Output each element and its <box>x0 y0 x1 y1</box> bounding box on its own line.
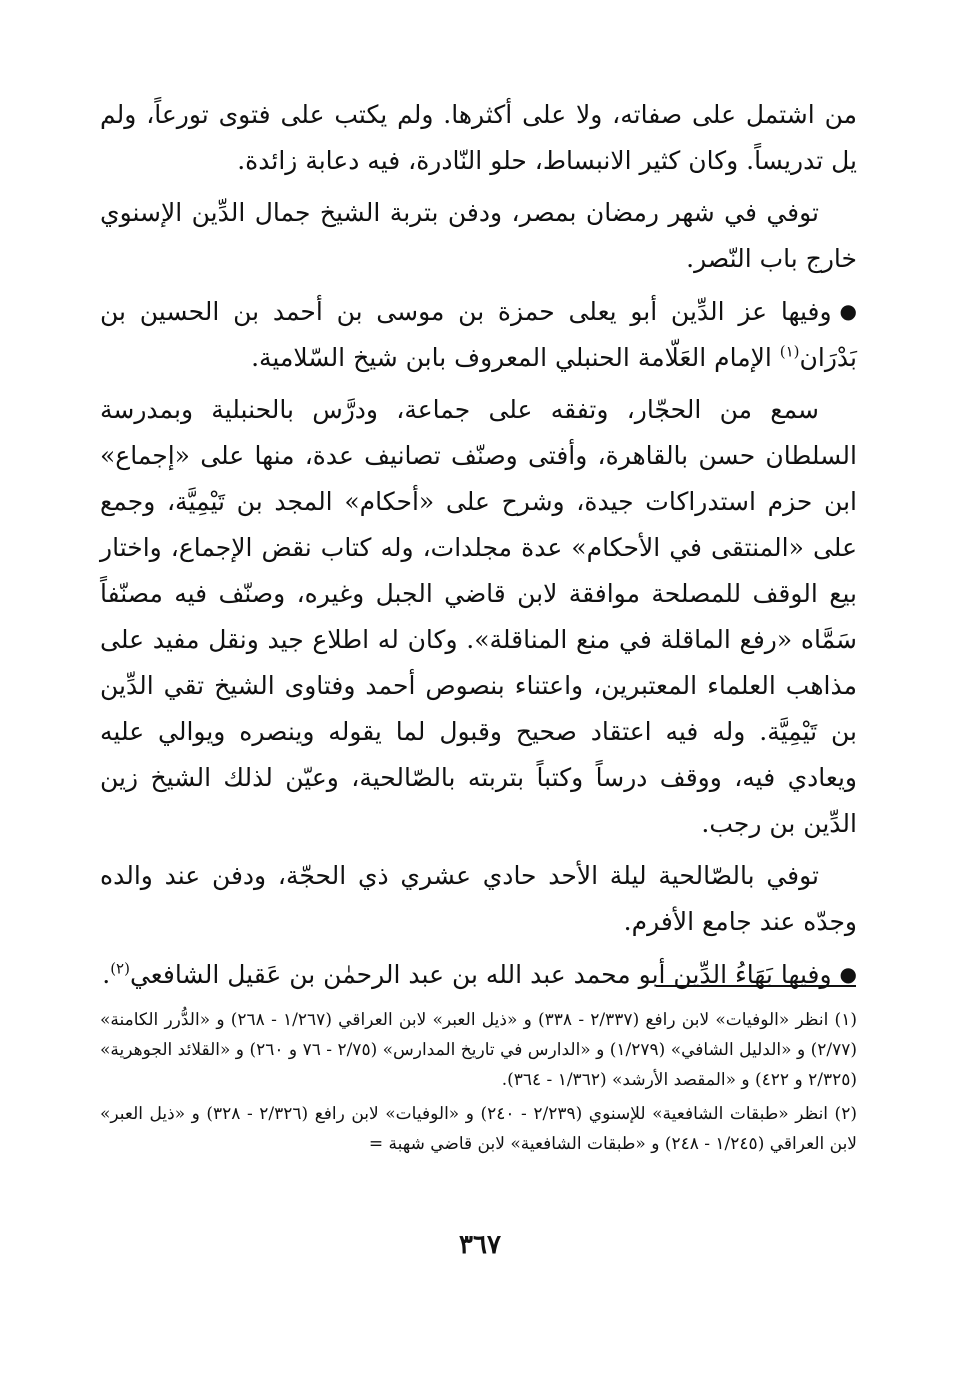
entry-text: وفيها عز الدِّين أبو يعلى حمزة بن موسى بن أحمد بن الحسين بن بَدْرَان <box>100 297 857 372</box>
footnote-ref-2[interactable]: (٢) <box>110 959 130 978</box>
paragraph-continuation: من اشتمل على صفاته، ولا على أكثرها. ولم يكتب على فتوى تورعاً، ولم يل تدريساً. وكان كثير الانبساط، حلو النّادرة، فيه دعابة زائدة. <box>100 100 857 175</box>
footnote-item: (١) انظر «الوفيات» لابن رافع (٢/٣٣٧ - ٣٣٨) و «ذيل العبر» لابن العراقي (١/٢٦٧ - ٢٦٨) و «الدُّرر الكامنة» (٢/٧٧) و «الدليل الشافي» (١/٢٧٩) و «الدارس في تاريخ المدارس» (٢/٧٥ - ٧٦ و ٢٦٠) و «القلائد الجوهرية» (٢/٣٢٥ و ٤٢٢) و «المقصد الأرشد» (١/٣٦٢ - ٣٦٤). <box>100 1010 857 1090</box>
main-text <box>100 92 857 1004</box>
footnote-item: (٢) انظر «طبقات الشافعية» للإسنوي (٢/٢٣٩ - ٢٤٠) و «الوفيات» لابن رافع (٢/٣٢٦ - ٣٢٨) و «ذيل العبر» لابن العراقي (١/٢٤٥ - ٢٤٨) و «طبقات الشافعية» لابن قاضي شهبة = <box>100 1104 857 1154</box>
paragraph-biography-entry <box>100 288 857 381</box>
footnote-ref-1[interactable]: (١) <box>779 342 800 361</box>
entry-text: وفيها بَهَاءُ الدِّين أبو محمد عبد الله بن عبد الرحمٰن بن عَقيل الشافعي <box>129 960 832 989</box>
footnote-divider <box>656 985 856 987</box>
paragraph-death-note: توفي بالصّالحية ليلة الأحد حادي عشري ذي الحجّة، ودفن عند والده وجدّه عند جامع الأفرم. <box>100 861 857 936</box>
paragraph-death-note: توفي في شهر رمضان بمصر، ودفن بتربة الشيخ جمال الدِّين الإسنوي خارج باب النّصر. <box>100 198 857 273</box>
paragraph-biography-body: سمع من الحجّار، وتفقه على جماعة، ودرَّس بالحنبلية وبمدرسة السلطان حسن بالقاهرة، وأفتى وصنّف تصانيف عدة، منها على «إجماع» ابن حزم استدراكات جيدة، وشرح على «أحكام» المجد بن تَيْمِيَّة، وجمع على «المنتقى في الأحكام» عدة مجلدات، وله كتاب نقض الإجماع، واختار بيع الوقف للمصلحة موافقة لابن قاضي الجبل وغيره، وصنّف فيه مصنّفاً سَمَّاه «رفع الماقلة في منع المناقلة». وكان له اطلاع جيد ونقل مفيد على مذاهب العلماء المعتبرين، واعتناء بنصوص أحمد وفتاوى الشيخ تقي الدِّين بن تَيْمِيَّة. وله فيه اعتقاد صحيح وقبول لما يقوله وينصره ويوالي عليه ويعادي فيه، ووقف درساً وكتباً بتربته بالصّالحية، وعيّن لذلك الشيخ زين الدِّين بن رجب. <box>100 395 857 838</box>
bullet-icon: ● <box>839 962 857 986</box>
entry-text-tail: . <box>102 960 111 989</box>
bullet-icon: ● <box>839 299 857 323</box>
page-number: ٣٦٧ <box>459 1230 501 1260</box>
paragraph-biography-entry <box>100 951 857 998</box>
footnotes <box>100 1005 857 1163</box>
entry-text-tail: الإمام العَلّامة الحنبلي المعروف بابن شيخ السّلامية. <box>251 343 772 372</box>
